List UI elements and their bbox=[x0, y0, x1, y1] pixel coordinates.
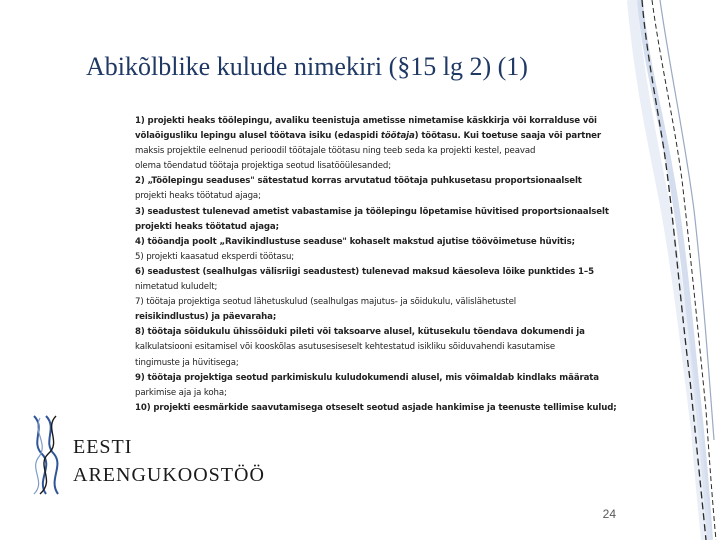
list-line: 10) projekti eesmärkide saavutamisega otseselt seotud asjade hankimise ja teenuste tellimise kulud; bbox=[135, 402, 617, 413]
list-line-text: ) töötasu. Kui toetuse saaja või partner bbox=[414, 131, 602, 142]
list-line: 5) projekti kaasatud eksperdi töötasu; bbox=[135, 251, 295, 262]
list-line: parkimise aja ja koha; bbox=[135, 387, 227, 398]
slide-title: Abikõlblike kulude nimekiri (§15 lg 2) (1) bbox=[86, 52, 528, 81]
logo-emblem-icon bbox=[28, 414, 64, 496]
list-line: 4) tööandja poolt „Ravikindlustuse seaduse" kohaselt makstud ajutise töövõimetuse hüvitis; bbox=[135, 236, 575, 247]
list-line: 3) seadustest tulenevad ametist vabastamise ja töölepingu lõpetamise hüvitised proportsionaalselt bbox=[135, 206, 609, 217]
list-line: 7) töötaja projektiga seotud lähetuskulud (sealhulgas majutus- ja sõidukulu, välislähetustel bbox=[135, 297, 516, 308]
list-line: 8) töötaja sõidukulu ühissõiduki pileti või taksoarve alusel, kütusekulu tõendava dokumendi ja bbox=[135, 327, 585, 338]
list-line: 9) töötaja projektiga seotud parkimiskulu kuludokumendi alusel, mis võimaldab kindlaks määrata bbox=[135, 372, 599, 383]
list-line: 2) „Töölepingu seaduses" sätestatud korras arvutatud töötaja puhkusetasu proportsionaalselt bbox=[135, 176, 582, 187]
logo bbox=[28, 414, 268, 494]
cost-list bbox=[135, 114, 617, 416]
logo-text-eesti: EESTI bbox=[73, 436, 133, 458]
list-line-emphasis: töötaja bbox=[380, 131, 415, 142]
list-line: nimetatud kuludelt; bbox=[135, 282, 218, 293]
list-line: projekti heaks töötatud ajaga; bbox=[135, 191, 261, 202]
list-line: reisikindlustus) ja päevaraha; bbox=[135, 312, 277, 323]
list-line bbox=[135, 129, 602, 144]
list-line: projekti heaks töötatud ajaga; bbox=[135, 221, 279, 232]
list-line: 6) seadustest (sealhulgas välisriigi seadustest) tulenevad maksud käesoleva lõike punktides 1–5 bbox=[135, 266, 594, 277]
list-line: olema tõendatud töötaja projektiga seotud lisatööülesanded; bbox=[135, 161, 391, 172]
list-line: 1) projekti heaks töölepingu, avaliku teenistuja ametisse nimetamise käskkirja või korralduse või bbox=[135, 116, 597, 126]
list-line: tingimuste ja hüvitisega; bbox=[135, 357, 239, 368]
logo-text-arengukoostoo: ARENGUKOOSTÖÖ bbox=[73, 464, 265, 486]
list-line-text: võlaõigusliku lepingu alusel töötava isiku (edaspidi bbox=[135, 131, 381, 142]
list-line: kalkulatsiooni esitamisel või kooskõlas asutusesiseselt kehtestatud isikliku sõiduvahendi kasutamise bbox=[135, 342, 555, 353]
page-number: 24 bbox=[602, 507, 616, 521]
list-line: maksis projektile eelnenud perioodil töötajale töötasu ning teeb seda ka projekti kestel, peavad bbox=[135, 146, 536, 157]
